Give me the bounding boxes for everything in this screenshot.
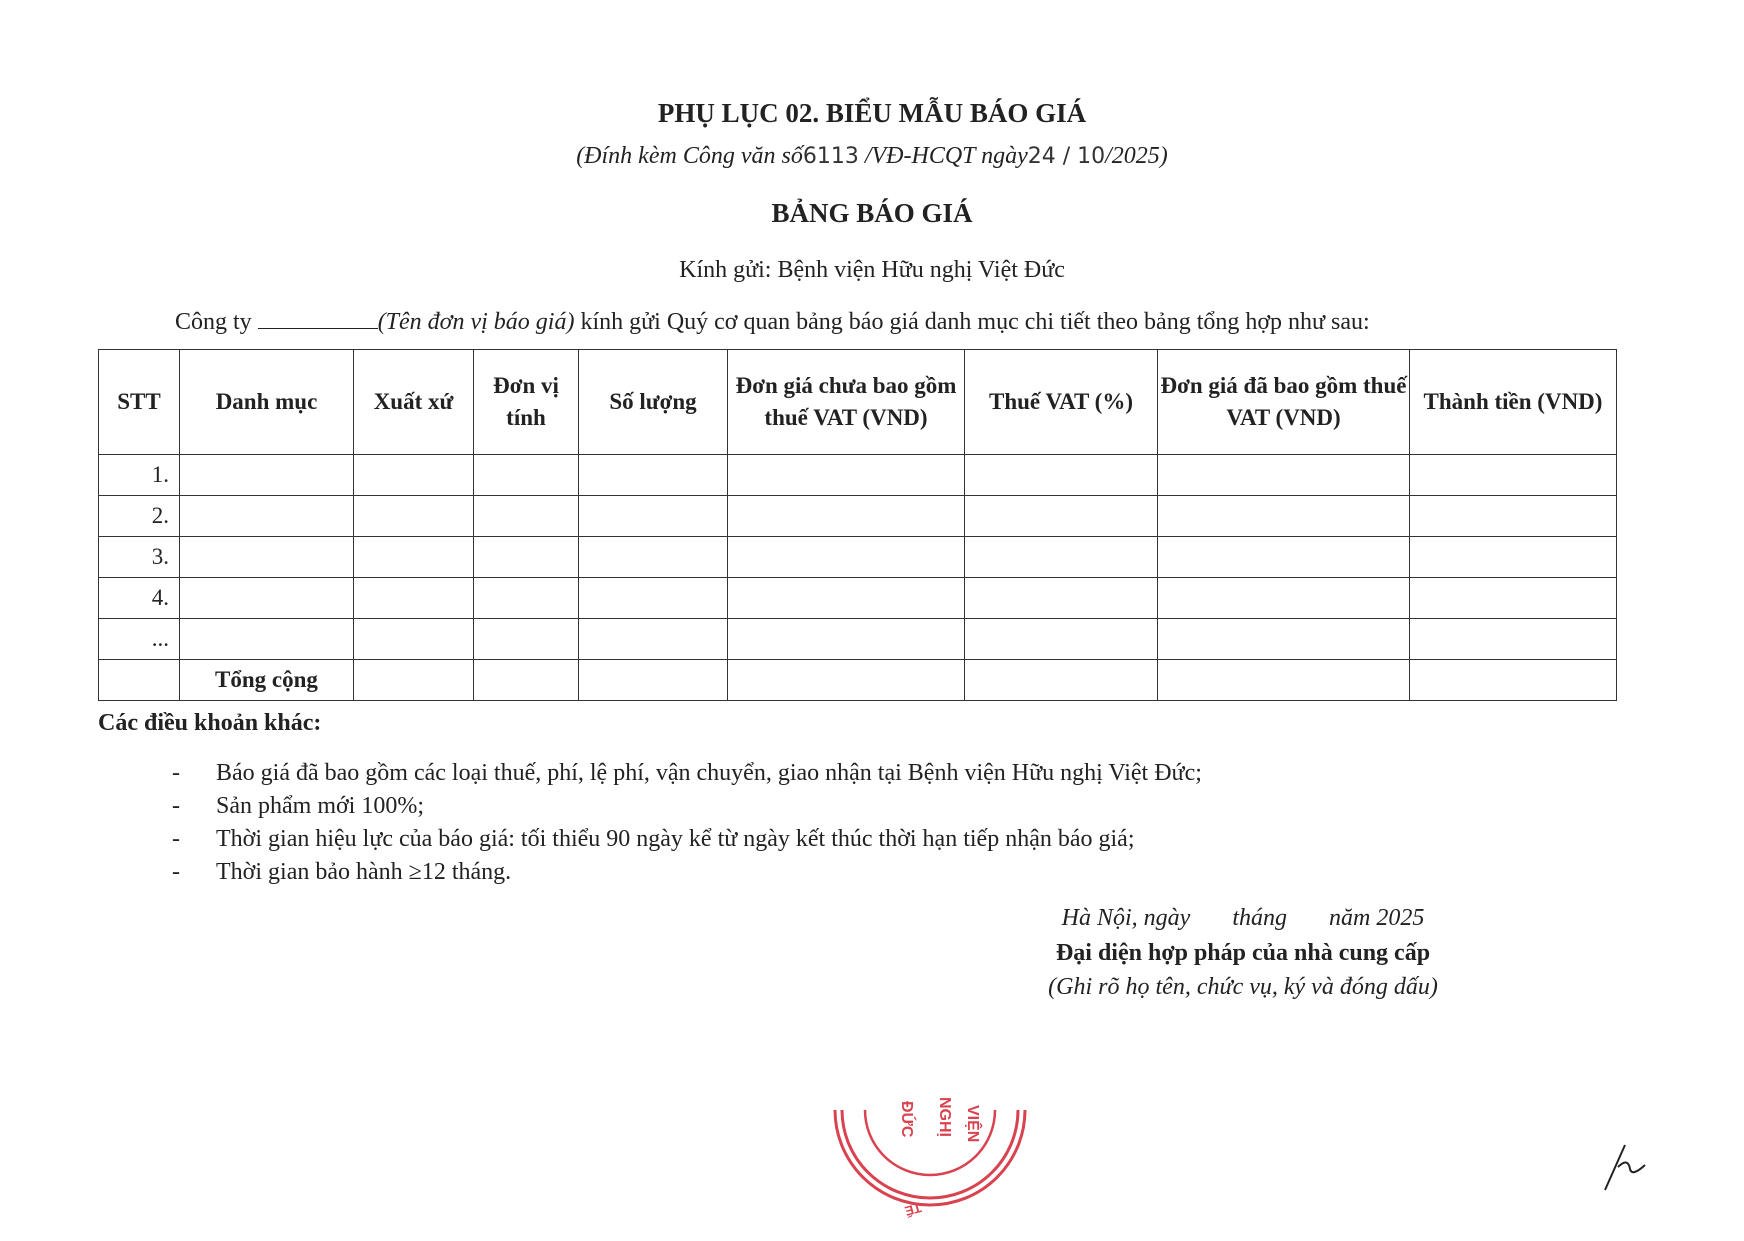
col-don-gia-da-vat: Đơn giá đã bao gồm thuế VAT (VND)	[1158, 350, 1410, 455]
table-row	[99, 537, 1617, 578]
col-stt: STT	[99, 350, 180, 455]
col-thanh-tien: Thành tiền (VND)	[1410, 350, 1617, 455]
table-cell	[965, 578, 1158, 619]
stamp-text: TẾ	[903, 1200, 924, 1219]
table-cell	[1158, 619, 1410, 660]
col-so-luong: Số lượng	[579, 350, 728, 455]
table-cell	[474, 578, 579, 619]
table-row	[99, 455, 1617, 496]
stamp-text: ĐỨC	[898, 1101, 915, 1138]
table-header-row	[99, 350, 1617, 455]
row-number: ...	[99, 619, 180, 660]
col-thue-vat: Thuế VAT (%)	[965, 350, 1158, 455]
stamp-text: VIỆN	[964, 1105, 981, 1143]
table-cell	[354, 619, 474, 660]
document-subtitle	[0, 143, 1744, 170]
signer-note: (Ghi rõ họ tên, chức vụ, ký và đóng dấu)	[1048, 974, 1438, 1000]
row-number: 3.	[99, 537, 180, 578]
subtitle-mid: /VĐ-HCQT ngày	[858, 143, 1028, 169]
table-cell	[728, 619, 965, 660]
col-xuat-xu: Xuất xứ	[354, 350, 474, 455]
bullet-dash: -	[172, 793, 180, 819]
signer-role: Đại diện hợp pháp của nhà cung cấp	[1055, 940, 1431, 966]
table-cell	[99, 660, 180, 701]
table-cell	[354, 660, 474, 701]
red-stamp-icon	[820, 1085, 1040, 1235]
term-text: Sản phẩm mới 100%;	[216, 793, 425, 819]
table-cell	[180, 496, 354, 537]
table-cell	[1410, 619, 1617, 660]
table-cell	[354, 496, 474, 537]
total-label: Tổng cộng	[180, 660, 354, 701]
table-cell	[180, 578, 354, 619]
form-title: BẢNG BÁO GIÁ	[771, 198, 973, 228]
col-danh-muc: Danh mục	[180, 350, 354, 455]
signature-mark-icon	[1600, 1135, 1660, 1195]
terms-heading: Các điều khoản khác:	[98, 710, 322, 736]
term-text: Thời gian bảo hành ≥12 tháng.	[216, 859, 512, 885]
col-don-vi-tinh: Đơn vị tính	[474, 350, 579, 455]
table-cell	[728, 660, 965, 701]
handwritten-doc-number: 6113	[802, 144, 859, 169]
intro-prefix: Công ty	[175, 309, 258, 335]
table-cell	[1158, 660, 1410, 701]
table-cell	[579, 619, 728, 660]
table-cell	[1410, 537, 1617, 578]
table-row	[99, 496, 1617, 537]
quotation-table	[98, 349, 1617, 701]
intro-italic: (Tên đơn vị báo giá)	[377, 309, 575, 335]
table-cell	[965, 660, 1158, 701]
date-separator: /	[1055, 144, 1078, 169]
intro-suffix: kính gửi Quý cơ quan bảng báo giá danh mục chi tiết theo bảng tổng hợp như sau:	[574, 309, 1370, 335]
table-cell	[474, 496, 579, 537]
table-cell	[1410, 578, 1617, 619]
table-cell	[1410, 455, 1617, 496]
list-item	[172, 856, 1202, 889]
table-cell	[579, 455, 728, 496]
table-cell	[1158, 455, 1410, 496]
list-item	[172, 790, 1202, 823]
col-don-gia-chua-vat: Đơn giá chưa bao gồm thuế VAT (VND)	[728, 350, 965, 455]
bullet-dash: -	[172, 760, 180, 786]
stamp-text: NGHỊ	[936, 1097, 953, 1137]
list-item	[172, 757, 1202, 790]
list-item	[172, 823, 1202, 856]
table-cell	[728, 455, 965, 496]
table-cell	[728, 537, 965, 578]
table-cell	[474, 660, 579, 701]
row-number: 1.	[99, 455, 180, 496]
table-cell	[1410, 660, 1617, 701]
table-cell	[354, 537, 474, 578]
table-cell	[579, 578, 728, 619]
table-cell	[1158, 537, 1410, 578]
greeting: Kính gửi: Bệnh viện Hữu nghị Việt Đức	[679, 257, 1065, 283]
table-cell	[579, 660, 728, 701]
table-cell	[474, 537, 579, 578]
total-row	[99, 660, 1617, 701]
table-cell	[728, 578, 965, 619]
table-cell	[180, 455, 354, 496]
table-cell	[354, 455, 474, 496]
table-cell	[1158, 578, 1410, 619]
table-cell	[474, 619, 579, 660]
place-date: Hà Nội, ngày tháng năm 2025	[1061, 905, 1425, 931]
table-cell	[965, 537, 1158, 578]
table-cell	[579, 496, 728, 537]
table-cell	[180, 537, 354, 578]
table-cell	[965, 496, 1158, 537]
row-number: 2.	[99, 496, 180, 537]
subtitle-suffix: /2025)	[1105, 143, 1168, 169]
terms-list	[172, 757, 1202, 889]
intro-text	[175, 308, 1370, 336]
term-text: Báo giá đã bao gồm các loại thuế, phí, lệ phí, vận chuyển, giao nhận tại Bệnh viện Hữu nghị Việt Đức;	[216, 760, 1202, 786]
row-number: 4.	[99, 578, 180, 619]
bullet-dash: -	[172, 859, 180, 885]
subtitle-prefix: (Đính kèm Công văn số	[576, 143, 803, 169]
table-row	[99, 619, 1617, 660]
document-title: PHỤ LỤC 02. BIỂU MẪU BÁO GIÁ	[657, 98, 1087, 128]
term-text: Thời gian hiệu lực của báo giá: tối thiểu 90 ngày kể từ ngày kết thúc thời hạn tiếp nhận báo giá;	[216, 826, 1135, 852]
table-cell	[728, 496, 965, 537]
table-cell	[965, 455, 1158, 496]
table-cell	[579, 537, 728, 578]
handwritten-day: 24	[1027, 144, 1056, 169]
table-cell	[354, 578, 474, 619]
table-cell	[1158, 496, 1410, 537]
table-cell	[180, 619, 354, 660]
table-row	[99, 578, 1617, 619]
bullet-dash: -	[172, 826, 180, 852]
table-cell	[1410, 496, 1617, 537]
table-cell	[965, 619, 1158, 660]
handwritten-month: 10	[1077, 144, 1106, 169]
company-name-blank	[258, 308, 378, 329]
table-cell	[474, 455, 579, 496]
